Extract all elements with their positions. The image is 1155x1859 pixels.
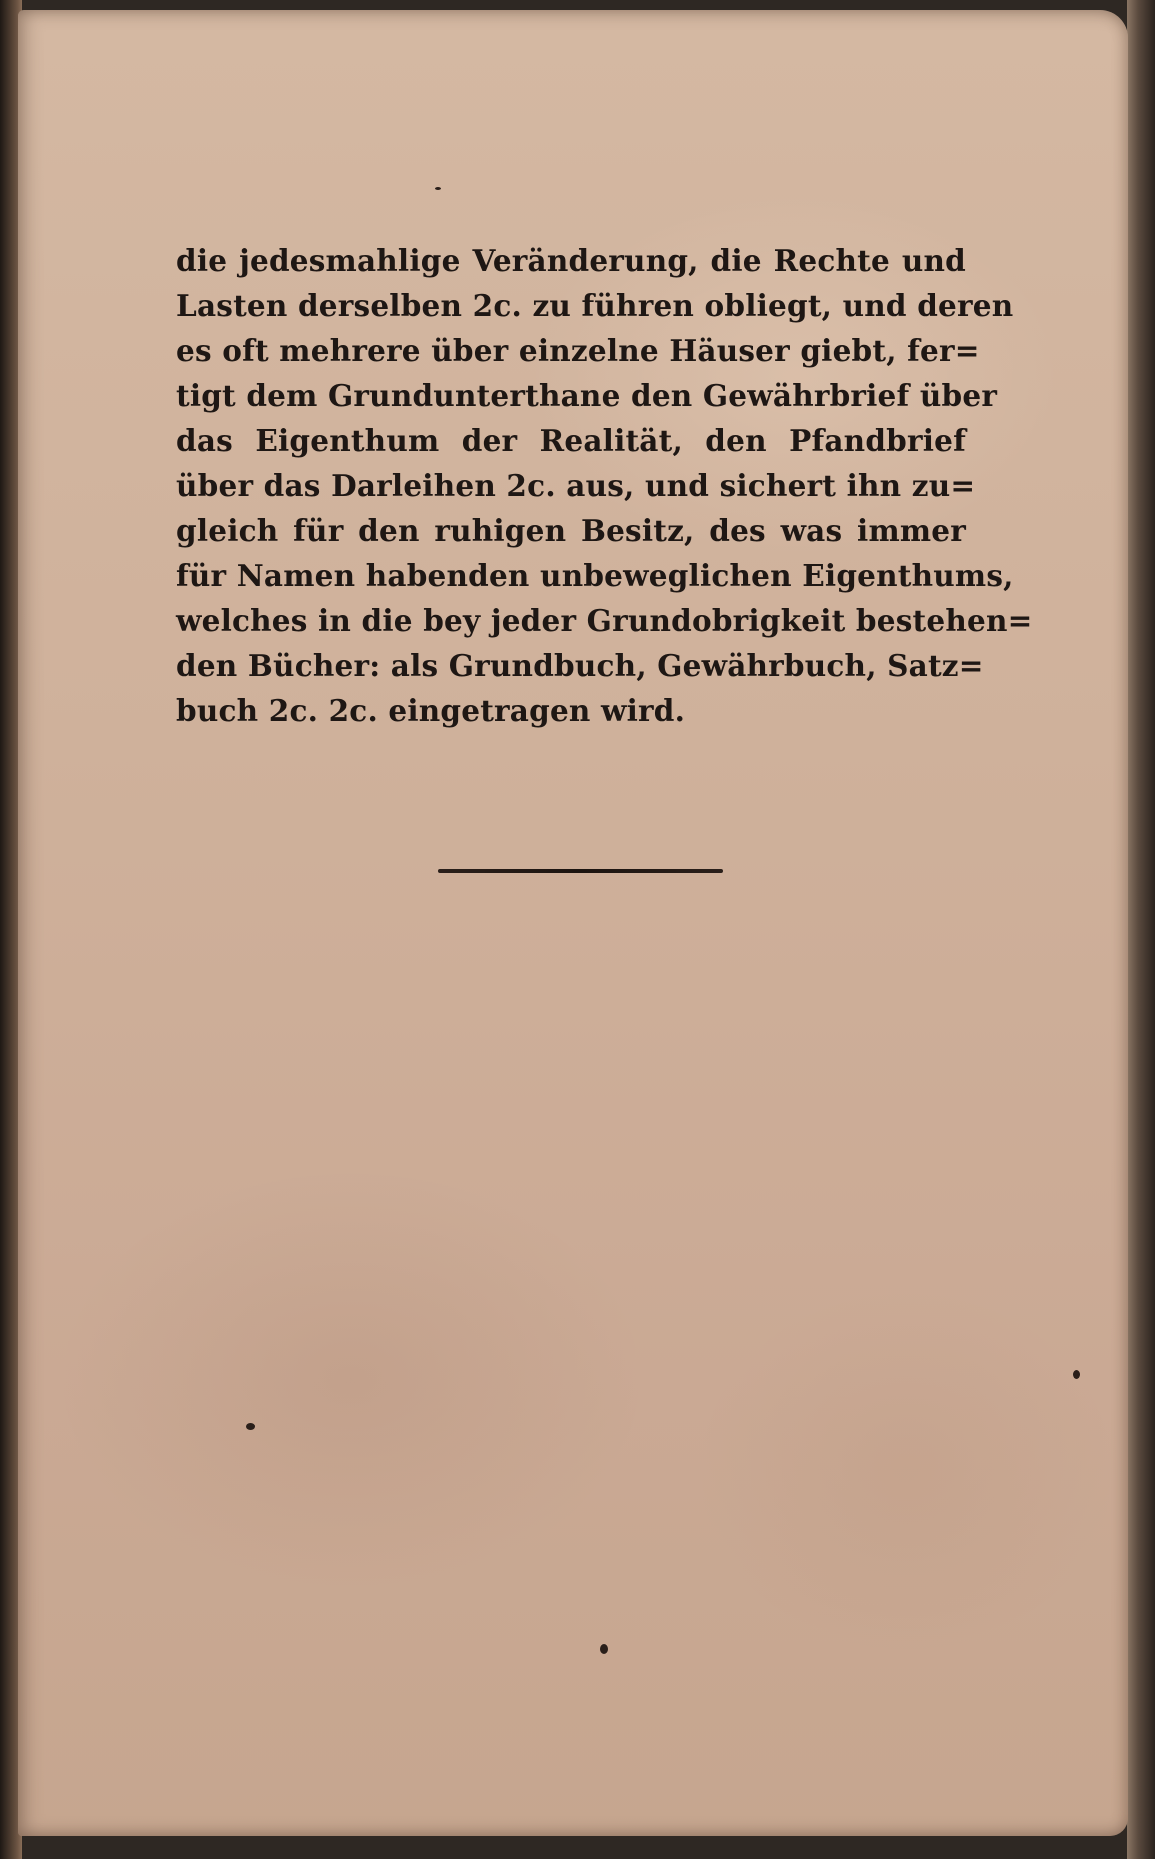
text-line-3: es oft mehrere über einzelne Häuser giebt, fer= bbox=[176, 333, 980, 368]
text-line-1: die jedesmahlige Veränderung, die Rechte und bbox=[176, 243, 966, 278]
ink-speck bbox=[1073, 1370, 1080, 1379]
page-stack-edge bbox=[1127, 0, 1155, 1859]
text-line-5: das Eigenthum der Realität, den Pfandbrief bbox=[176, 423, 966, 458]
text-line-11: buch 2c. 2c. eingetragen wird. bbox=[176, 693, 686, 728]
text-line-8: für Namen habenden unbeweglichen Eigenthums, bbox=[176, 558, 1014, 593]
text-line-10: den Bücher: als Grundbuch, Gewährbuch, Satz= bbox=[176, 648, 984, 683]
ink-speck bbox=[246, 1423, 255, 1430]
body-text bbox=[176, 238, 1033, 733]
ink-speck bbox=[435, 187, 441, 190]
text-line-7: gleich für den ruhigen Besitz, des was immer bbox=[176, 513, 966, 548]
text-line-9: welches in die bey jeder Grundobrigkeit bestehen= bbox=[176, 603, 1033, 638]
text-line-4: tigt dem Grundunterthane den Gewährbrief über bbox=[176, 378, 998, 413]
book-page bbox=[18, 10, 1128, 1836]
text-line-6: über das Darleihen 2c. aus, und sichert ihn zu= bbox=[176, 468, 976, 503]
text-line-2: Lasten derselben 2c. zu führen obliegt, und deren bbox=[176, 288, 1014, 323]
ink-speck bbox=[600, 1644, 608, 1654]
section-end-rule bbox=[438, 869, 723, 873]
